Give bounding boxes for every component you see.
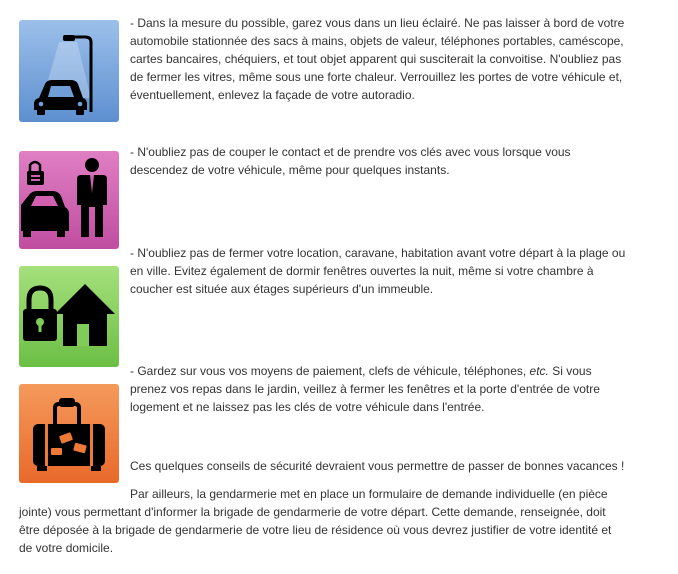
text-line: de votre domicile. [19,541,114,555]
text-line: être déposée à la brigade de gendarmerie de votre lieu de résidence où vous devrez justifier de votre identité et [19,523,612,537]
section-1-text [130,14,666,104]
text-segment: - Gardez sur vous vos moyens de paiement, clefs de véhicule, téléphones, [130,364,530,378]
text-line [130,362,666,380]
text-line: automobile stationnée des sacs à mains, objets de valeur, téléphones portables, caméscope, [130,34,624,48]
text-segment: Si vous [548,364,592,378]
text-line: cartes bancaires, chéquiers, et tout objet apparent qui susciterait la convoitise. N'oubliez pas [130,52,622,66]
padlock-house-icon [19,266,119,367]
text-line: descendez de votre véhicule, même pour quelques instants. [130,163,450,177]
text-line: jointe) vous permettant d'informer la brigade de gendarmerie de votre départ. Cette demande, renseignée, doit [19,505,606,519]
text-line: Par ailleurs, la gendarmerie met en place un formulaire de demande individuelle (en pièce [130,487,608,501]
section-3-text [130,244,666,298]
text-line: de fermer les vitres, même sous une forte chaleur. Verrouillez les portes de votre véhicule et, [130,70,623,84]
text-line: prenez vos repas dans le jardin, veillez à fermer les fenêtres et la porte d'entrée de votre [130,382,600,396]
closing-text: Ces quelques conseils de sécurité devraient vous permettre de passer de bonnes vacances ! [130,459,625,473]
emphasis-etc: etc. [529,364,549,378]
text-line: logement et ne laissez pas les clés de votre véhicule dans l'entrée. [130,400,485,414]
text-line: - N'oubliez pas de fermer votre location, caravane, habitation avant votre départ à la plage ou [130,246,626,260]
text-line: éventuellement, enlevez la façade de votre autoradio. [130,88,415,102]
section-2-text [130,143,666,179]
section-4-text [130,362,666,416]
final-paragraph [19,485,659,557]
text-line: - Dans la mesure du possible, garez vous dans un lieu éclairé. Ne pas laisser à bord de votre [130,16,625,30]
text-line: - N'oubliez pas de couper le contact et de prendre vos clés avec vous lorsque vous [130,145,571,159]
car-keys-person-icon [19,151,119,249]
car-streetlight-icon [19,20,119,122]
text-line: en ville. Evitez également de dormir fenêtres ouvertes la nuit, même si votre chambre à [130,264,594,278]
suitcase-tag-icon [19,384,119,483]
text-line: coucher est située aux étages supérieurs d'un immeuble. [130,282,434,296]
